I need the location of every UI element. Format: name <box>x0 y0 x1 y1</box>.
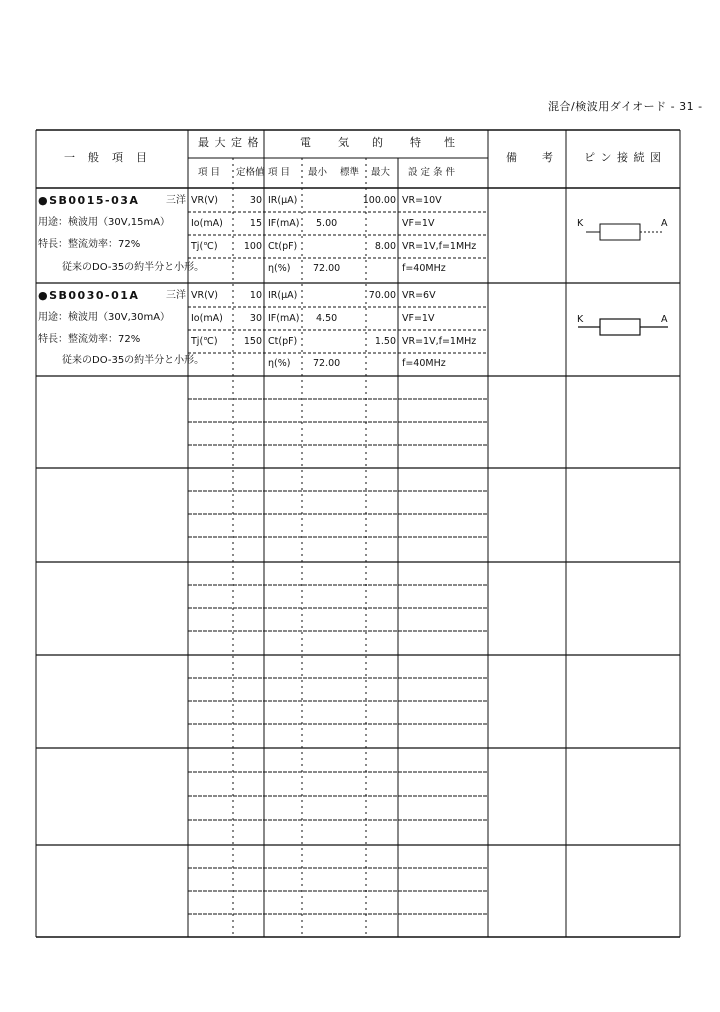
header-pin-diagram: ピ ン 接 続 図 <box>584 151 662 164</box>
d1-char-max-2: 8.00 <box>374 241 396 252</box>
d1-pin-left: K <box>577 218 584 229</box>
d1-char-cond-1: VF=1V <box>402 218 435 229</box>
d2-char-min-1: 4.50 <box>316 313 338 324</box>
d2-char-cond-3: f=40MHz <box>402 358 446 369</box>
d1-char-item-2: Ct(pF) <box>268 241 298 252</box>
header-rated-value: 定格値 <box>236 167 265 178</box>
d2-char-cond-2: VR=1V,f=1MHz <box>402 336 477 347</box>
device-1-note: 従来のDO-35の約半分と小形。 <box>62 262 205 273</box>
d1-char-item-3: η(%) <box>268 263 291 274</box>
device-2-feature: 特長：整流効率：72% <box>38 334 141 345</box>
header-remarks: 備 考 <box>506 151 554 164</box>
d1-pin-right: A <box>661 218 668 229</box>
header-electrical-2: 的 <box>372 136 384 149</box>
d1-char-item-1: IF(mA) <box>268 218 300 229</box>
device-2-note: 従来のDO-35の約半分と小形。 <box>62 355 205 366</box>
d1-char-max-0: 100.00 <box>362 195 396 206</box>
header-max: 最大 <box>371 167 391 178</box>
device-1-feature: 特長：整流効率：72% <box>38 239 141 250</box>
d2-char-item-1: IF(mA) <box>268 313 300 324</box>
page-header: 混合/検波用ダイオード - 31 - <box>548 100 703 113</box>
d2-rating-item-2: Tj(℃) <box>191 336 218 347</box>
d2-rating-value-0: 10 <box>249 290 262 301</box>
d1-rating-value-0: 30 <box>249 195 262 206</box>
d2-char-cond-0: VR=6V <box>402 290 436 301</box>
header-electrical-0: 電 <box>300 136 312 149</box>
header-rating-item: 項 目 <box>198 167 221 178</box>
d2-char-cond-1: VF=1V <box>402 313 435 324</box>
header-electrical-4: 性 <box>444 136 456 149</box>
header-max-ratings: 最 大 定 格 <box>198 136 260 149</box>
device-1-usage: 用途：検波用（30V,15mA） <box>38 217 171 228</box>
header-electrical-1: 気 <box>338 136 350 149</box>
d1-rating-item-1: Io(mA) <box>191 218 223 229</box>
d2-pin-left: K <box>577 314 584 325</box>
d1-char-cond-2: VR=1V,f=1MHz <box>402 241 477 252</box>
device-1-maker: 三洋 <box>166 195 186 206</box>
header-elec-item: 項 目 <box>268 167 291 178</box>
d2-rating-value-1: 30 <box>249 313 262 324</box>
header-conditions: 設 定 条 件 <box>408 167 456 178</box>
d1-char-min-3: 72.00 <box>313 263 341 274</box>
header-typ: 標準 <box>340 167 360 178</box>
d2-char-max-0: 70.00 <box>368 290 396 301</box>
d1-char-min-1: 5.00 <box>316 218 338 229</box>
d2-char-item-2: Ct(pF) <box>268 336 298 347</box>
d2-rating-value-2: 150 <box>243 336 262 347</box>
device-2-usage: 用途：検波用（30V,30mA） <box>38 312 171 323</box>
d1-rating-value-1: 15 <box>249 218 262 229</box>
d1-char-item-0: IR(μA) <box>268 195 298 206</box>
header-electrical-3: 特 <box>410 136 422 149</box>
device-2-maker: 三洋 <box>166 290 186 301</box>
d1-char-cond-0: VR=10V <box>402 195 442 206</box>
pin-diagram-2 <box>578 319 668 335</box>
d1-rating-item-0: VR(V) <box>191 195 219 206</box>
header-min: 最小 <box>308 167 328 178</box>
header-general-items: 一 般 項 目 <box>64 151 148 164</box>
d1-char-cond-3: f=40MHz <box>402 263 446 274</box>
pin-diagram-1 <box>586 224 664 240</box>
d2-char-item-3: η(%) <box>268 358 291 369</box>
device-1-part: ●SB0015-03A <box>38 194 140 207</box>
d1-rating-item-2: Tj(℃) <box>191 241 218 252</box>
d2-char-max-2: 1.50 <box>374 336 396 347</box>
d1-rating-value-2: 100 <box>243 241 262 252</box>
d2-pin-right: A <box>661 314 668 325</box>
device-2-part: ●SB0030-01A <box>38 289 140 302</box>
d2-char-min-3: 72.00 <box>313 358 341 369</box>
d2-rating-item-1: Io(mA) <box>191 313 223 324</box>
d2-char-item-0: IR(μA) <box>268 290 298 301</box>
d2-rating-item-0: VR(V) <box>191 290 219 301</box>
